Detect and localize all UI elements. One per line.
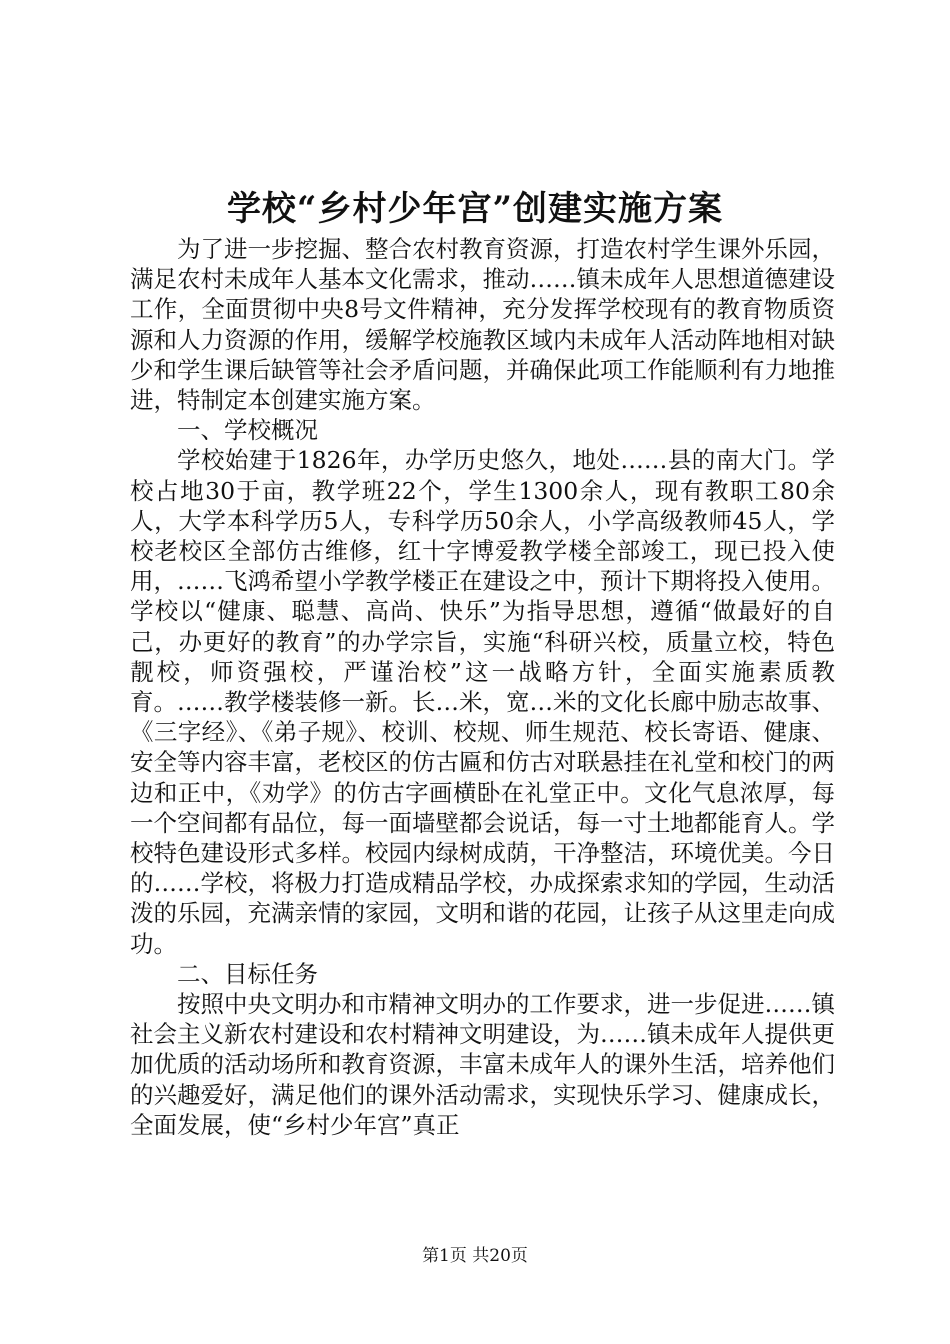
goals-paragraph: 按照中央文明办和市精神文明办的工作要求，进一步促进……镇社会主义新农村建设和农村精神文明建设，为……镇未成年人提供更加优质的活动场所和教育资源，丰富未成年人的课外生活，培养他们的兴趣爱好，满足他们的课外活动需求，实现快乐学习、健康成长，全面发展，使“乡村少年宫”真正 bbox=[130, 990, 835, 1139]
intro-paragraph: 为了进一步挖掘、整合农村教育资源，打造农村学生课外乐园，满足农村未成年人基本文化需求，推动……镇未成年人思想道德建设工作，全面贯彻中央8号文件精神，充分发挥学校现有的教育物质资源和人力资源的作用，缓解学校施教区域内未成年人活动阵地相对缺少和学生课后缺管等社会矛盾问题，并确保此项工作能顺利有力地推进，特制定本创建实施方案。 bbox=[130, 235, 835, 415]
section-heading-overview: 一、学校概况 bbox=[177, 416, 318, 445]
document-title: 学校“乡村少年宫”创建实施方案 bbox=[226, 189, 724, 229]
page-number-footer: 第1页 共20页 bbox=[422, 1246, 528, 1266]
document-body bbox=[130, 234, 835, 1140]
overview-paragraph: 学校始建于1826年，办学历史悠久，地处……县的南大门。学校占地30于亩，教学班22个，学生1300余人，现有教职工80余人，大学本科学历5人，专科学历50余人，小学高级教师45人，学校老校区全部仿古维修，红十字博爱教学楼全部竣工，现已投入使用，……飞鸿希望小学教学楼正在建设之中，预计下期将投入使用。学校以“健康、聪慧、高尚、快乐”为指导思想，遵循“做最好的自己，办更好的教育”的办学宗旨，实施“科研兴校，质量立校，特色靓校，师资强校，严谨治校”这一战略方针，全面实施素质教育。……教学楼装修一新。长…米，宽…米的文化长廊中励志故事、《三字经》、《弟子规》、校训、校规、师生规范、校长寄语、健康、安全等内容丰富，老校区的仿古匾和仿古对联悬挂在礼堂和校门的两边和正中，《劝学》的仿古字画横卧在礼堂正中。文化气息浓厚，每一个空间都有品位，每一面墙壁都会说话，每一寸土地都能育人。学校特色建设形式多样。校园内绿树成荫，干净整洁，环境优美。今日的……学校，将极力打造成精品学校，办成探索求知的学园，生动活泼的乐园，充满亲情的家园，文明和谐的花园，让孩子从这里走向成功。 bbox=[130, 446, 835, 958]
section-heading-goals: 二、目标任务 bbox=[177, 959, 318, 988]
